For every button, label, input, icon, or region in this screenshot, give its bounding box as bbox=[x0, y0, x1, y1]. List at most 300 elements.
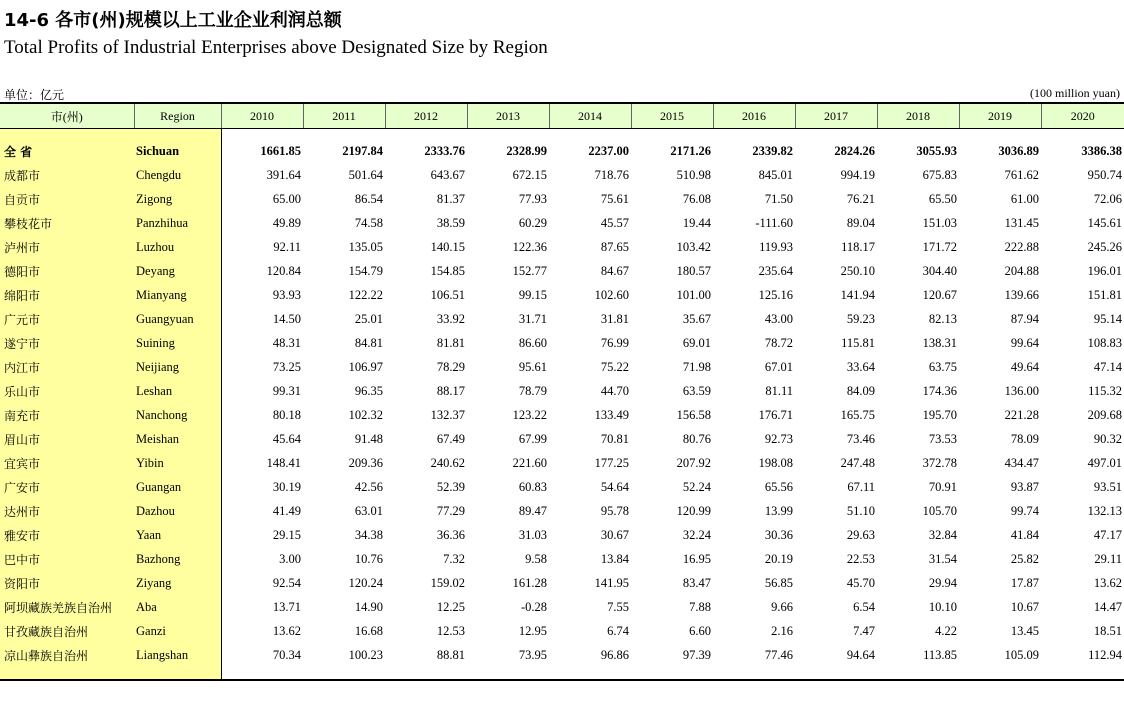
profit-value-cell: 151.03 bbox=[922, 215, 957, 230]
profit-value-cell: 52.24 bbox=[682, 479, 711, 494]
profit-value-cell: 112.94 bbox=[1088, 647, 1122, 662]
profit-value-cell: 97.39 bbox=[682, 647, 711, 662]
profit-value-cell: 78.72 bbox=[764, 335, 793, 350]
profits-table-wrap bbox=[0, 102, 1124, 681]
profit-value-cell: 510.98 bbox=[676, 167, 711, 182]
profit-value-cell: 71.98 bbox=[682, 359, 711, 374]
profit-value-cell: 148.41 bbox=[266, 455, 301, 470]
profit-value-cell: 122.36 bbox=[512, 239, 547, 254]
profit-value-cell: 44.70 bbox=[600, 383, 629, 398]
profit-value-cell: 17.87 bbox=[1010, 575, 1039, 590]
profit-value-cell: 70.34 bbox=[272, 647, 301, 662]
profit-value-cell: 7.32 bbox=[443, 551, 465, 566]
profit-value-cell: 2824.26 bbox=[834, 143, 875, 158]
column-header-year: 2013 bbox=[467, 103, 549, 129]
profit-value-cell: 99.31 bbox=[272, 383, 301, 398]
profit-value-cell: 141.95 bbox=[594, 575, 629, 590]
profit-value-cell: 78.79 bbox=[518, 383, 547, 398]
profit-value-cell: 16.68 bbox=[354, 623, 383, 638]
profit-value-cell: 145.61 bbox=[1087, 215, 1122, 230]
profit-value-cell: 84.81 bbox=[354, 335, 383, 350]
profit-value-cell: 643.67 bbox=[430, 167, 465, 182]
region-name-en: Neijiang bbox=[134, 355, 221, 379]
profit-value-cell: 106.97 bbox=[348, 359, 383, 374]
profit-value-cell: 32.24 bbox=[682, 527, 711, 542]
profit-value-cell: 84.09 bbox=[846, 383, 875, 398]
profit-value-cell: 140.15 bbox=[430, 239, 465, 254]
unit-label-en: (100 million yuan) bbox=[1030, 86, 1120, 100]
region-name-cn: 泸州市 bbox=[0, 235, 134, 259]
profit-value-cell: 65.00 bbox=[272, 191, 301, 206]
profit-value-cell: 14.47 bbox=[1093, 599, 1122, 614]
profit-value-cell: 47.14 bbox=[1093, 359, 1122, 374]
profit-value-cell: 6.74 bbox=[607, 623, 629, 638]
profit-value-cell: 45.57 bbox=[600, 215, 629, 230]
profit-value-cell: 123.22 bbox=[512, 407, 547, 422]
profit-value-cell: 1661.85 bbox=[260, 143, 301, 158]
profit-value-cell: 88.17 bbox=[436, 383, 465, 398]
profit-value-cell: 13.62 bbox=[272, 623, 301, 638]
profit-value-cell: 13.71 bbox=[272, 599, 301, 614]
profit-value-cell: 12.95 bbox=[518, 623, 547, 638]
profit-value-cell: 501.64 bbox=[348, 167, 383, 182]
profit-value-cell: 675.83 bbox=[922, 167, 957, 182]
profit-value-cell: 19.44 bbox=[682, 215, 711, 230]
profit-value-cell: 3036.89 bbox=[998, 143, 1039, 158]
profit-value-cell: 204.88 bbox=[1004, 263, 1039, 278]
profit-value-cell: 67.01 bbox=[764, 359, 793, 374]
profit-value-cell: 41.49 bbox=[272, 503, 301, 518]
profit-value-cell: 135.05 bbox=[348, 239, 383, 254]
page-title-cn: 14-6 各市(州)规模以上工业企业利润总额 bbox=[4, 10, 342, 31]
profit-value-cell: 235.64 bbox=[758, 263, 793, 278]
region-name-en: Panzhihua bbox=[134, 211, 221, 235]
profit-value-cell: 761.62 bbox=[1004, 167, 1039, 182]
table-row bbox=[0, 619, 1124, 643]
region-name-en: Meishan bbox=[134, 427, 221, 451]
profit-value-cell: 115.32 bbox=[1088, 383, 1122, 398]
column-header-year: 2012 bbox=[385, 103, 467, 129]
profit-value-cell: 31.71 bbox=[518, 311, 547, 326]
profit-value-cell: 3.00 bbox=[279, 551, 301, 566]
profit-value-cell: 92.73 bbox=[764, 431, 793, 446]
profit-value-cell: 156.58 bbox=[676, 407, 711, 422]
profit-value-cell: 30.36 bbox=[764, 527, 793, 542]
profit-value-cell: 2197.84 bbox=[342, 143, 383, 158]
profit-value-cell: 87.65 bbox=[600, 239, 629, 254]
table-row bbox=[0, 307, 1124, 331]
region-name-cn: 巴中市 bbox=[0, 547, 134, 571]
profit-value-cell: 304.40 bbox=[922, 263, 957, 278]
profit-value-cell: 105.70 bbox=[922, 503, 957, 518]
profit-value-cell: 67.99 bbox=[518, 431, 547, 446]
region-name-en: Sichuan bbox=[134, 139, 221, 163]
table-row bbox=[0, 427, 1124, 451]
profit-value-cell: 49.89 bbox=[272, 215, 301, 230]
region-name-en: Bazhong bbox=[134, 547, 221, 571]
profit-value-cell: 177.25 bbox=[594, 455, 629, 470]
profit-value-cell: 89.47 bbox=[518, 503, 547, 518]
column-header-year: 2014 bbox=[549, 103, 631, 129]
table-row bbox=[0, 283, 1124, 307]
profit-value-cell: 151.81 bbox=[1087, 287, 1122, 302]
profit-value-cell: 92.11 bbox=[273, 239, 301, 254]
profit-value-cell: 240.62 bbox=[430, 455, 465, 470]
profit-value-cell: 31.03 bbox=[518, 527, 547, 542]
profit-value-cell: 102.32 bbox=[348, 407, 383, 422]
profit-value-cell: 18.51 bbox=[1093, 623, 1122, 638]
profit-value-cell: 61.00 bbox=[1010, 191, 1039, 206]
profit-value-cell: 133.49 bbox=[594, 407, 629, 422]
profit-value-cell: 81.37 bbox=[436, 191, 465, 206]
profit-value-cell: 95.61 bbox=[518, 359, 547, 374]
table-row bbox=[0, 523, 1124, 547]
profit-value-cell: 4.22 bbox=[935, 623, 957, 638]
region-name-en: Yibin bbox=[134, 451, 221, 475]
region-name-cn: 乐山市 bbox=[0, 379, 134, 403]
profit-value-cell: 60.29 bbox=[518, 215, 547, 230]
profit-value-cell: 91.48 bbox=[354, 431, 383, 446]
column-header-year: 2019 bbox=[959, 103, 1041, 129]
profit-value-cell: 154.85 bbox=[430, 263, 465, 278]
profit-value-cell: 29.11 bbox=[1094, 551, 1122, 566]
profit-value-cell: 71.50 bbox=[764, 191, 793, 206]
profit-value-cell: 845.01 bbox=[758, 167, 793, 182]
profit-value-cell: 93.51 bbox=[1093, 479, 1122, 494]
profit-value-cell: 14.50 bbox=[272, 311, 301, 326]
profit-value-cell: 77.29 bbox=[436, 503, 465, 518]
table-row bbox=[0, 403, 1124, 427]
profit-value-cell: 87.94 bbox=[1010, 311, 1039, 326]
profits-table bbox=[0, 102, 1124, 681]
profit-value-cell: 196.01 bbox=[1087, 263, 1122, 278]
profit-value-cell: 103.42 bbox=[676, 239, 711, 254]
profit-value-cell: 83.47 bbox=[682, 575, 711, 590]
profit-value-cell: 391.64 bbox=[266, 167, 301, 182]
table-header-row bbox=[0, 103, 1124, 129]
table-row bbox=[0, 451, 1124, 475]
profit-value-cell: 108.83 bbox=[1087, 335, 1122, 350]
profit-value-cell: 95.78 bbox=[600, 503, 629, 518]
profit-value-cell: 180.57 bbox=[676, 263, 711, 278]
profit-value-cell: 84.67 bbox=[600, 263, 629, 278]
profit-value-cell: 174.36 bbox=[922, 383, 957, 398]
profit-value-cell: 29.94 bbox=[928, 575, 957, 590]
profit-value-cell: 120.84 bbox=[266, 263, 301, 278]
table-row bbox=[0, 187, 1124, 211]
profit-value-cell: 136.00 bbox=[1004, 383, 1039, 398]
region-name-en: Dazhou bbox=[134, 499, 221, 523]
profit-value-cell: 2339.82 bbox=[752, 143, 793, 158]
profit-value-cell: 75.22 bbox=[600, 359, 629, 374]
region-name-cn: 达州市 bbox=[0, 499, 134, 523]
profit-value-cell: 105.09 bbox=[1004, 647, 1039, 662]
profit-value-cell: 221.60 bbox=[512, 455, 547, 470]
profit-value-cell: 73.25 bbox=[272, 359, 301, 374]
profit-value-cell: 209.68 bbox=[1087, 407, 1122, 422]
region-name-cn: 广元市 bbox=[0, 307, 134, 331]
region-name-cn: 全 省 bbox=[0, 139, 134, 163]
table-row bbox=[0, 331, 1124, 355]
profit-value-cell: 96.86 bbox=[600, 647, 629, 662]
region-name-en: Suining bbox=[134, 331, 221, 355]
profit-value-cell: 73.46 bbox=[846, 431, 875, 446]
profit-value-cell: 14.90 bbox=[354, 599, 383, 614]
profit-value-cell: 65.50 bbox=[928, 191, 957, 206]
table-body bbox=[0, 129, 1124, 681]
profit-value-cell: 35.67 bbox=[682, 311, 711, 326]
profit-value-cell: 65.56 bbox=[764, 479, 793, 494]
profit-value-cell: 139.66 bbox=[1004, 287, 1039, 302]
profit-value-cell: 36.36 bbox=[436, 527, 465, 542]
profit-value-cell: 209.36 bbox=[348, 455, 383, 470]
profit-value-cell: 100.23 bbox=[348, 647, 383, 662]
unit-label-cn: 单位：亿元 bbox=[4, 88, 65, 102]
profit-value-cell: 119.93 bbox=[759, 239, 793, 254]
region-name-cn: 南充市 bbox=[0, 403, 134, 427]
profit-value-cell: 30.19 bbox=[272, 479, 301, 494]
region-name-cn: 遂宁市 bbox=[0, 331, 134, 355]
table-row bbox=[0, 475, 1124, 499]
profit-value-cell: 7.47 bbox=[853, 623, 875, 638]
profit-value-cell: 131.45 bbox=[1004, 215, 1039, 230]
region-name-en: Chengdu bbox=[134, 163, 221, 187]
profit-value-cell: 434.47 bbox=[1004, 455, 1039, 470]
profit-value-cell: 6.54 bbox=[853, 599, 875, 614]
profit-value-cell: 25.82 bbox=[1010, 551, 1039, 566]
region-name-en: Aba bbox=[134, 595, 221, 619]
region-name-en: Nanchong bbox=[134, 403, 221, 427]
region-name-cn: 甘孜藏族自治州 bbox=[0, 619, 134, 643]
profit-value-cell: 56.85 bbox=[764, 575, 793, 590]
profit-value-cell: 13.62 bbox=[1093, 575, 1122, 590]
profit-value-cell: 89.04 bbox=[846, 215, 875, 230]
profit-value-cell: 222.88 bbox=[1004, 239, 1039, 254]
profit-value-cell: 106.51 bbox=[430, 287, 465, 302]
profit-value-cell: 2.16 bbox=[771, 623, 793, 638]
profit-value-cell: 96.35 bbox=[354, 383, 383, 398]
profit-value-cell: 67.49 bbox=[436, 431, 465, 446]
profit-value-cell: 42.56 bbox=[354, 479, 383, 494]
column-header-year: 2020 bbox=[1041, 103, 1124, 129]
profit-value-cell: 16.95 bbox=[682, 551, 711, 566]
region-name-en: Leshan bbox=[134, 379, 221, 403]
profit-value-cell: 63.75 bbox=[928, 359, 957, 374]
profit-value-cell: 497.01 bbox=[1087, 455, 1122, 470]
column-header-year: 2015 bbox=[631, 103, 713, 129]
profit-value-cell: 12.25 bbox=[436, 599, 465, 614]
profit-value-cell: -111.60 bbox=[755, 215, 793, 230]
column-header-year: 2017 bbox=[795, 103, 877, 129]
profit-value-cell: 32.84 bbox=[928, 527, 957, 542]
profit-value-cell: 99.64 bbox=[1010, 335, 1039, 350]
region-name-en: Mianyang bbox=[134, 283, 221, 307]
profit-value-cell: 102.60 bbox=[594, 287, 629, 302]
profit-value-cell: 247.48 bbox=[840, 455, 875, 470]
profit-value-cell: 161.28 bbox=[512, 575, 547, 590]
profit-value-cell: 372.78 bbox=[922, 455, 957, 470]
profit-value-cell: 2171.26 bbox=[670, 143, 711, 158]
profit-value-cell: 86.60 bbox=[518, 335, 547, 350]
region-name-cn: 凉山彝族自治州 bbox=[0, 643, 134, 667]
profit-value-cell: 245.26 bbox=[1087, 239, 1122, 254]
region-name-en: Yaan bbox=[134, 523, 221, 547]
profit-value-cell: 63.01 bbox=[354, 503, 383, 518]
profit-value-cell: 9.58 bbox=[525, 551, 547, 566]
profit-value-cell: 176.71 bbox=[758, 407, 793, 422]
profit-value-cell: 41.84 bbox=[1010, 527, 1039, 542]
table-row bbox=[0, 139, 1124, 163]
profit-value-cell: 45.64 bbox=[272, 431, 301, 446]
profit-value-cell: 2328.99 bbox=[506, 143, 547, 158]
end-row bbox=[0, 667, 1124, 680]
profit-value-cell: 13.99 bbox=[764, 503, 793, 518]
profit-value-cell: 154.79 bbox=[348, 263, 383, 278]
region-name-en: Guangyuan bbox=[134, 307, 221, 331]
profit-value-cell: 994.19 bbox=[840, 167, 875, 182]
profit-value-cell: 93.87 bbox=[1010, 479, 1039, 494]
profit-value-cell: 165.75 bbox=[840, 407, 875, 422]
region-name-en: Deyang bbox=[134, 259, 221, 283]
profit-value-cell: 13.45 bbox=[1010, 623, 1039, 638]
profit-value-cell: 9.66 bbox=[771, 599, 793, 614]
profit-value-cell: 31.81 bbox=[600, 311, 629, 326]
region-name-en: Zigong bbox=[134, 187, 221, 211]
profit-value-cell: 195.70 bbox=[922, 407, 957, 422]
profit-value-cell: 950.74 bbox=[1087, 167, 1122, 182]
profit-value-cell: 118.17 bbox=[841, 239, 875, 254]
profit-value-cell: 86.54 bbox=[354, 191, 383, 206]
column-header-year: 2011 bbox=[303, 103, 385, 129]
profit-value-cell: 152.77 bbox=[512, 263, 547, 278]
profit-value-cell: 70.81 bbox=[600, 431, 629, 446]
profit-value-cell: 76.21 bbox=[846, 191, 875, 206]
region-name-cn: 广安市 bbox=[0, 475, 134, 499]
region-name-cn: 雅安市 bbox=[0, 523, 134, 547]
column-header-year: 2018 bbox=[877, 103, 959, 129]
profit-value-cell: 120.99 bbox=[676, 503, 711, 518]
profit-value-cell: 77.46 bbox=[764, 647, 793, 662]
profit-value-cell: 12.53 bbox=[436, 623, 465, 638]
profit-value-cell: 54.64 bbox=[600, 479, 629, 494]
profit-value-cell: 48.31 bbox=[272, 335, 301, 350]
table-row bbox=[0, 595, 1124, 619]
profit-value-cell: 141.94 bbox=[840, 287, 875, 302]
table-row bbox=[0, 235, 1124, 259]
profit-value-cell: 672.15 bbox=[512, 167, 547, 182]
profit-value-cell: 122.22 bbox=[348, 287, 383, 302]
profit-value-cell: 72.06 bbox=[1093, 191, 1122, 206]
column-header-region: Region bbox=[134, 103, 221, 129]
region-name-cn: 资阳市 bbox=[0, 571, 134, 595]
profit-value-cell: 73.53 bbox=[928, 431, 957, 446]
profit-value-cell: 60.83 bbox=[518, 479, 547, 494]
profit-value-cell: 34.38 bbox=[354, 527, 383, 542]
profit-value-cell: 80.76 bbox=[682, 431, 711, 446]
table-row bbox=[0, 211, 1124, 235]
profit-value-cell: 138.31 bbox=[922, 335, 957, 350]
profit-value-cell: 52.39 bbox=[436, 479, 465, 494]
profit-value-cell: 90.32 bbox=[1093, 431, 1122, 446]
region-name-cn: 眉山市 bbox=[0, 427, 134, 451]
profit-value-cell: 38.59 bbox=[436, 215, 465, 230]
profit-value-cell: 3386.38 bbox=[1081, 143, 1122, 158]
profit-value-cell: 33.64 bbox=[846, 359, 875, 374]
profit-value-cell: 2237.00 bbox=[588, 143, 629, 158]
profit-value-cell: 94.64 bbox=[846, 647, 875, 662]
profit-value-cell: 2333.76 bbox=[424, 143, 465, 158]
region-name-cn: 自贡市 bbox=[0, 187, 134, 211]
profit-value-cell: 20.19 bbox=[764, 551, 793, 566]
profit-value-cell: 78.09 bbox=[1010, 431, 1039, 446]
table-row bbox=[0, 643, 1124, 667]
profit-value-cell: 207.92 bbox=[676, 455, 711, 470]
region-name-cn: 成都市 bbox=[0, 163, 134, 187]
profit-value-cell: 132.37 bbox=[430, 407, 465, 422]
region-name-en: Guangan bbox=[134, 475, 221, 499]
profit-value-cell: 47.17 bbox=[1093, 527, 1122, 542]
profit-value-cell: 73.95 bbox=[518, 647, 547, 662]
profit-value-cell: 75.61 bbox=[600, 191, 629, 206]
profit-value-cell: 25.01 bbox=[354, 311, 383, 326]
profit-value-cell: 93.93 bbox=[272, 287, 301, 302]
region-name-cn: 宜宾市 bbox=[0, 451, 134, 475]
region-name-en: Luzhou bbox=[134, 235, 221, 259]
table-row bbox=[0, 499, 1124, 523]
profit-value-cell: 88.81 bbox=[436, 647, 465, 662]
profit-value-cell: 221.28 bbox=[1004, 407, 1039, 422]
spacer-row bbox=[0, 129, 1124, 140]
profit-value-cell: 13.84 bbox=[600, 551, 629, 566]
region-name-cn: 绵阳市 bbox=[0, 283, 134, 307]
region-name-cn: 攀枝花市 bbox=[0, 211, 134, 235]
profit-value-cell: 43.00 bbox=[764, 311, 793, 326]
profit-value-cell: 101.00 bbox=[676, 287, 711, 302]
profit-value-cell: 74.58 bbox=[354, 215, 383, 230]
profit-value-cell: 29.15 bbox=[272, 527, 301, 542]
profit-value-cell: 250.10 bbox=[840, 263, 875, 278]
profit-value-cell: 77.93 bbox=[518, 191, 547, 206]
profit-value-cell: 6.60 bbox=[689, 623, 711, 638]
table-row bbox=[0, 259, 1124, 283]
profit-value-cell: 45.70 bbox=[846, 575, 875, 590]
profit-value-cell: 10.76 bbox=[354, 551, 383, 566]
profit-value-cell: 33.92 bbox=[436, 311, 465, 326]
profit-value-cell: 95.14 bbox=[1093, 311, 1122, 326]
profit-value-cell: 81.81 bbox=[436, 335, 465, 350]
profit-value-cell: 81.11 bbox=[765, 383, 793, 398]
profit-value-cell: 29.63 bbox=[846, 527, 875, 542]
profit-value-cell: 31.54 bbox=[928, 551, 957, 566]
profit-value-cell: 92.54 bbox=[272, 575, 301, 590]
profit-value-cell: 80.18 bbox=[272, 407, 301, 422]
profit-value-cell: 159.02 bbox=[430, 575, 465, 590]
profit-value-cell: 125.16 bbox=[758, 287, 793, 302]
profit-value-cell: 718.76 bbox=[594, 167, 629, 182]
profit-value-cell: 7.55 bbox=[607, 599, 629, 614]
table-row bbox=[0, 379, 1124, 403]
table-row bbox=[0, 547, 1124, 571]
table-row bbox=[0, 355, 1124, 379]
profit-value-cell: 115.81 bbox=[841, 335, 875, 350]
page-title-en: Total Profits of Industrial Enterprises above Designated Size by Region bbox=[4, 37, 548, 58]
table-row bbox=[0, 163, 1124, 187]
profit-value-cell: 70.91 bbox=[928, 479, 957, 494]
table-row bbox=[0, 571, 1124, 595]
profit-value-cell: 113.85 bbox=[923, 647, 957, 662]
region-name-en: Ziyang bbox=[134, 571, 221, 595]
column-header-city: 市(州) bbox=[0, 103, 134, 129]
